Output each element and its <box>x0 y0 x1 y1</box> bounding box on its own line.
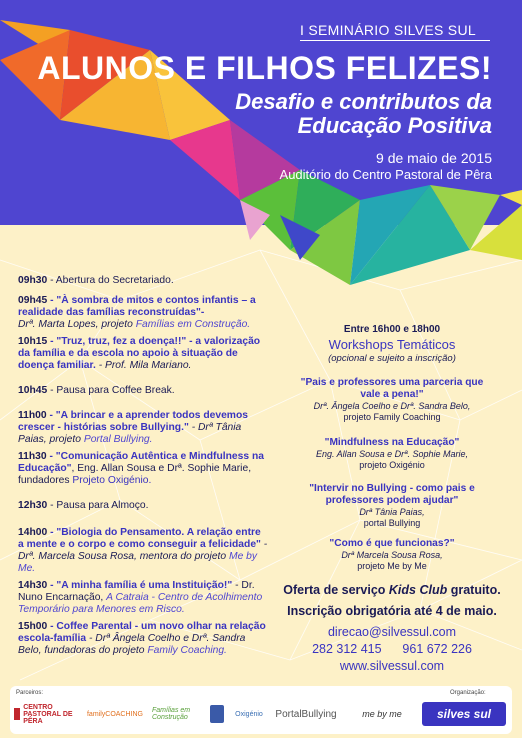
logo-centro-pastoral: CENTRO PASTORAL DE PÊRA <box>14 702 76 726</box>
seminar-name: I SEMINÁRIO SILVES SUL <box>300 22 476 38</box>
program-item: 09h45 - "À sombra de mitos e contos infantis – a realidade das famílias reconstruídas"- Drª. Marta Lopes, projeto Famílias em Construção. <box>18 295 256 330</box>
contact-phones: 282 312 415 961 672 226 <box>312 642 472 656</box>
divider <box>300 40 490 41</box>
subtitle-line-1: Desafio e contributos da <box>235 89 492 114</box>
partners-label: Parceiros: <box>16 690 44 696</box>
contact-website[interactable]: www.silvessul.com <box>339 659 445 673</box>
program-item: 09h30 - Abertura do Secretariado. <box>18 275 174 286</box>
program-item: 14h30 - "A minha família é uma Instituição!" - Dr. Nuno Encarnação, A Catraia - Centro de Acolhimento Temporário para Menores em Risco. <box>18 580 263 615</box>
subtitle <box>72 90 492 138</box>
registration-deadline: Inscrição obrigatória até 4 de maio. <box>287 604 497 618</box>
program-item: 11h00 - "A brincar e a aprender todos devemos crescer - histórias sobre Bullying." - Drª Tânia Paias, projeto Portal Bullying. <box>18 410 248 445</box>
logo-municipal <box>204 702 230 726</box>
program-item: 15h00 - Coffee Parental - um novo olhar na relação escola-família - Drª Ângela Coelho e Drª. Sandra Belo, fundadoras do projeto Family Coaching. <box>18 621 266 656</box>
workshops-title: Workshops Temáticos <box>328 337 456 352</box>
logo-oxigenio: Oxigénio <box>235 710 263 718</box>
contact-email[interactable]: direcao@silvessul.com <box>327 625 456 639</box>
partners-bar <box>10 686 512 734</box>
program-item: 14h00 - "Biologia do Pensamento. A relação entre a mente e o corpo e como conseguir a felicidade" - Drª. Marcela Sousa Rosa, mentora do projeto Me by Me. <box>18 527 268 574</box>
logo-family-coaching: familyCOACHING <box>86 710 143 718</box>
event-venue: Auditório do Centro Pastoral de Pêra <box>279 167 492 182</box>
logo-portal-bullying: PortalBullying <box>275 708 337 720</box>
program-item: 10h15 - "Truz, truz, fez a doença!!" - a valorização da família e da escola no apoio à situação de doença familiar. - Prof. Mila Mariano. <box>18 336 261 371</box>
logo-silves-sul: silves sul <box>422 702 506 726</box>
program-item: 11h30 - "Comunicação Autêntica e Mindfulness na Educação", Eng. Allan Sousa e Drª. Sophie Marie, fundadores Projeto Oxigénio. <box>18 451 264 486</box>
workshops-time: Entre 16h00 e 18h00 <box>343 324 441 335</box>
subtitle-line-2: Educação Positiva <box>297 113 492 138</box>
organizer-label: Organização: <box>450 690 486 696</box>
cross-icon <box>14 708 20 720</box>
page-title: ALUNOS E FILHOS FELIZES! <box>37 50 492 86</box>
program-item: 12h30 - Pausa para Almoço. <box>18 500 149 511</box>
crest-icon <box>210 705 224 723</box>
workshop-item: "Como é que funcionas?" Drª Marcela Sousa Rosa, projeto Me by Me <box>329 538 455 571</box>
logo-me-by-me: me by me <box>362 709 402 719</box>
kids-club-offer: Oferta de serviço Kids Club gratuito. <box>283 583 501 597</box>
program-item: 10h45 - Pausa para Coffee Break. <box>18 385 175 396</box>
workshop-item: "Intervir no Bullying - como pais e professores podem ajudar" Drª Tânia Paias, portal Bullying <box>309 483 475 528</box>
logo-familias-construcao: Famílias em Construção <box>152 707 191 721</box>
workshops-note: (opcional e sujeito a inscrição) <box>328 353 456 364</box>
workshop-item: "Pais e professores uma parceria que vale a pena!" Drª. Ângela Coelho e Drª. Sandra Belo, projeto Family Coaching <box>300 377 484 422</box>
event-date: 9 de maio de 2015 <box>376 150 492 166</box>
workshop-item: "Mindfulness na Educação" Eng. Allan Sousa e Drª. Sophie Marie, projeto Oxigénio <box>315 437 469 470</box>
